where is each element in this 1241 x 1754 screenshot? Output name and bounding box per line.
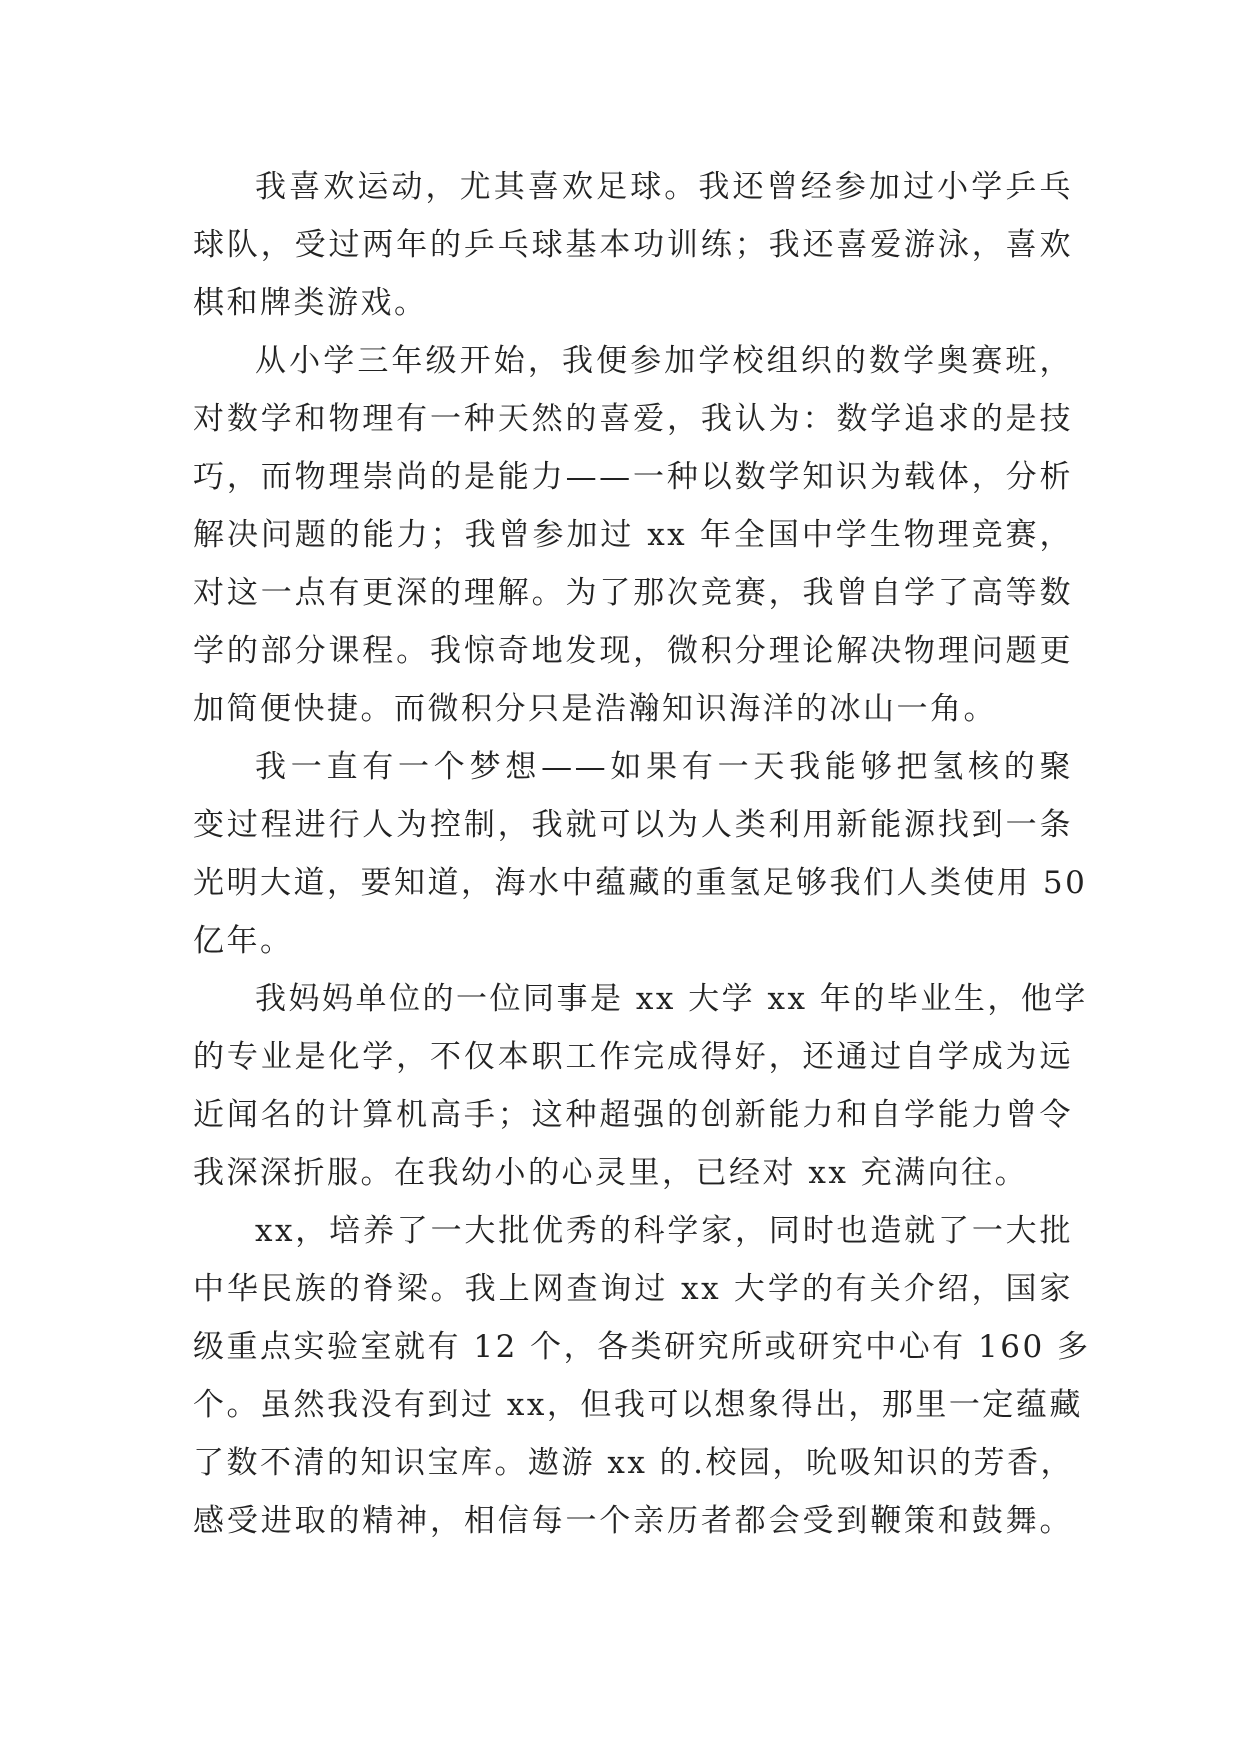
paragraph-line: 我一直有一个梦想——如果有一天我能够把氢核的聚 [255, 749, 1073, 785]
paragraph-line: 亿年。 [193, 923, 294, 959]
paragraph-line: 个。虽然我没有到过 xx，但我可以想象得出，那里一定蕴藏 [193, 1387, 1083, 1423]
paragraph-line: 对这一点有更深的理解。为了那次竞赛，我曾自学了高等数 [193, 575, 1073, 611]
paragraph-3 [193, 738, 1088, 970]
paragraph-line: 加简便快捷。而微积分只是浩瀚知识海洋的冰山一角。 [193, 691, 997, 727]
paragraph-line: 对数学和物理有一种天然的喜爱，我认为：数学追求的是技 [193, 401, 1073, 437]
paragraph-line: 我喜欢运动，尤其喜欢足球。我还曾经参加过小学乒乓 [255, 169, 1073, 205]
paragraph-line: 从小学三年级开始，我便参加学校组织的数学奥赛班， [255, 343, 1073, 379]
paragraph-line: 巧，而物理崇尚的是能力——一种以数学知识为载体，分析 [193, 459, 1073, 495]
paragraph-5 [193, 1202, 1091, 1550]
paragraph-line: 光明大道，要知道，海水中蕴藏的重氢足够我们人类使用 50 [193, 865, 1088, 901]
paragraph-line: 近闻名的计算机高手；这种超强的创新能力和自学能力曾令 [193, 1097, 1073, 1133]
paragraph-4 [193, 970, 1088, 1202]
paragraph-line: 级重点实验室就有 12 个，各类研究所或研究中心有 160 多 [193, 1329, 1091, 1365]
paragraph-1 [193, 158, 1073, 332]
paragraph-line: 的专业是化学，不仅本职工作完成得好，还通过自学成为远 [193, 1039, 1073, 1075]
paragraph-line: 学的部分课程。我惊奇地发现，微积分理论解决物理问题更 [193, 633, 1073, 669]
paragraph-line: 解决问题的能力；我曾参加过 xx 年全国中学生物理竞赛， [193, 517, 1073, 553]
paragraph-2 [193, 332, 1073, 738]
document-body [193, 158, 1091, 1550]
paragraph-line: xx，培养了一大批优秀的科学家，同时也造就了一大批 [255, 1213, 1073, 1249]
paragraph-line: 球队，受过两年的乒乓球基本功训练；我还喜爱游泳，喜欢 [193, 227, 1073, 263]
paragraph-line: 感受进取的精神，相信每一个亲历者都会受到鞭策和鼓舞。 [193, 1503, 1073, 1539]
paragraph-line: 中华民族的脊梁。我上网查询过 xx 大学的有关介绍，国家 [193, 1271, 1073, 1307]
paragraph-line: 我深深折服。在我幼小的心灵里，已经对 xx 充满向往。 [193, 1155, 1029, 1191]
paragraph-line: 我妈妈单位的一位同事是 xx 大学 xx 年的毕业生，他学 [255, 981, 1088, 1017]
paragraph-line: 了数不清的知识宝库。遨游 xx 的.校园，吮吸知识的芳香， [193, 1445, 1075, 1481]
paragraph-line: 棋和牌类游戏。 [193, 285, 428, 321]
paragraph-line: 变过程进行人为控制，我就可以为人类利用新能源找到一条 [193, 807, 1073, 843]
